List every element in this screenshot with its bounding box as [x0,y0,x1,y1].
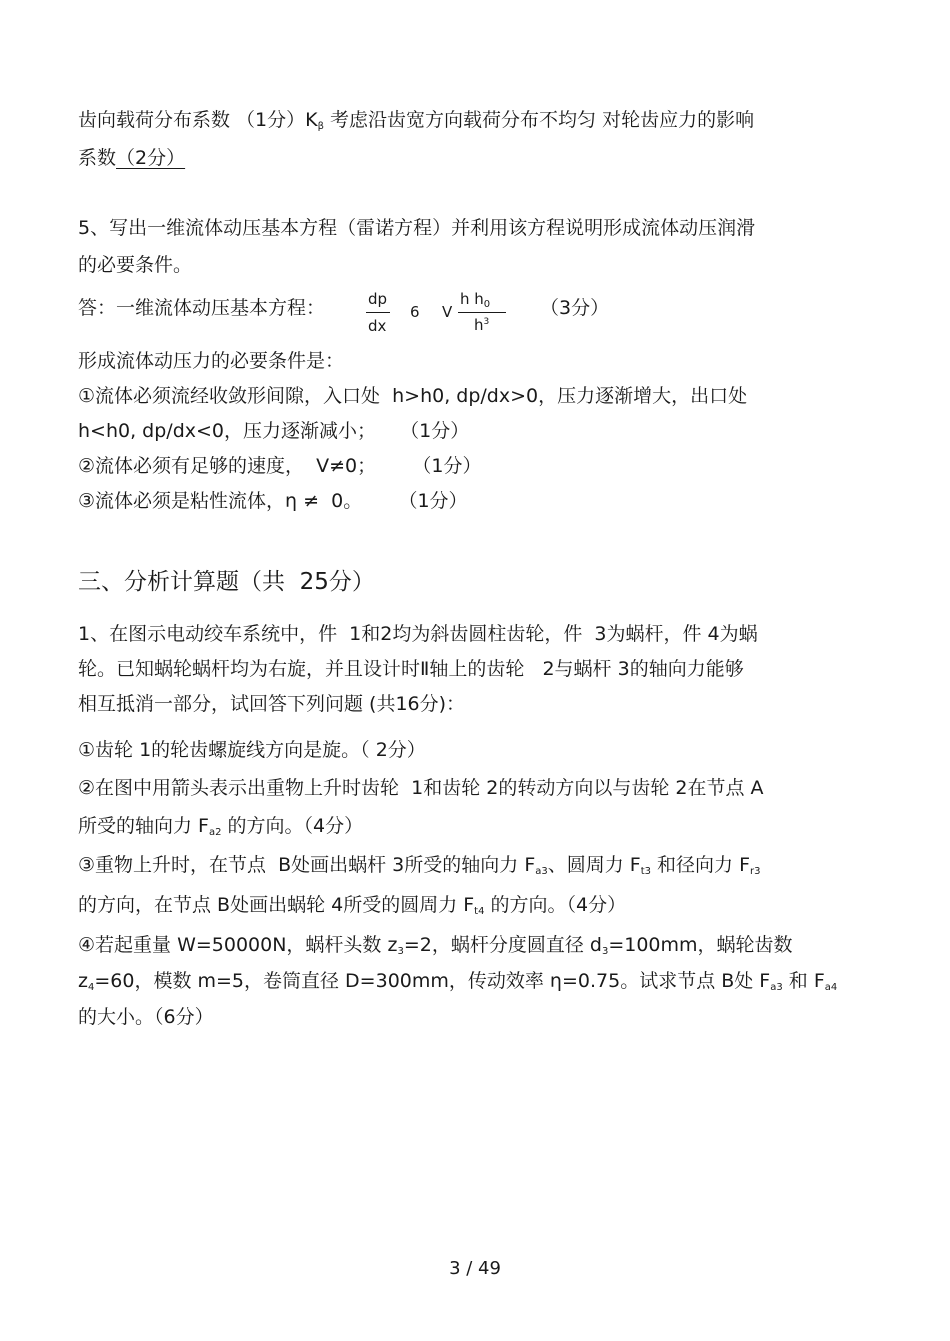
eq-score: （3分） [540,297,610,319]
eq-numerator: dp [368,290,388,308]
subscript: 0 [483,299,491,310]
part-3-line2 [78,893,626,924]
eq-v: V [442,303,453,321]
part-2-line2 [78,814,363,845]
condition-1b: h<h0, dp/dx<0，压力逐渐减小； （1分） [78,420,470,442]
part-1: ①齿轮 1的轮齿螺旋线方向是旋。（ 2分） [78,739,426,761]
superscript: 3 [483,317,490,327]
subscript: 4 [87,982,95,993]
answer-label: 答：一维流体动压基本方程： [78,297,326,319]
part-4-line3: 的大小。（6分） [78,1006,214,1028]
subscript: β [317,121,324,132]
condition-3: ③流体必须是粘性流体，η ≠ 0。 （1分） [78,490,468,512]
text-span: 所受的轴向力 F [78,815,209,837]
text-span: 的方向，在节点 B处画出蜗轮 4所受的圆周力 F [78,894,475,916]
problem-1-line1: 1、在图示电动绞车系统中，件 1和2均为斜齿圆柱齿轮，件 3为蜗杆，件 4为蜗 [78,623,758,645]
condition-1a: ①流体必须流经收敛形间隙，入口处 h>h0, dp/dx>0，压力逐渐增大，出口处 [78,385,748,407]
fraction-bar [366,312,390,313]
question-5-line2: 的必要条件。 [78,254,193,276]
text-span: 和 F [782,970,825,992]
text-span: 考虑沿齿宽方向载荷分布不均匀 对轮齿应力的影响 [323,109,755,131]
text-span: =60，模数 m=5，卷筒直径 D=300mm，传动效率 η=0.75。试求节点 B处 F [94,970,771,992]
text-span: ④若起重量 W=50000N，蜗杆头数 z [78,934,398,956]
problem-1-line2: 轮。已知蜗轮蜗杆均为右旋，并且设计时Ⅱ轴上的齿轮 2与蜗杆 3的轴向力能够 [78,658,744,680]
text-span: 系数 [78,147,117,169]
text-span: 、圆周力 F [547,854,641,876]
conditions-title: 形成流体动压力的必要条件是： [78,350,345,372]
text-span: 齿向载荷分布系数 （1分）K [78,109,318,131]
part-2-line1: ②在图中用箭头表示出重物上升时齿轮 1和齿轮 2的转动方向以与齿轮 2在节点 A [78,777,764,799]
coefficient-line [78,108,754,139]
subscript: a4 [824,982,838,993]
underlined-score: （2分） [116,147,186,169]
subscript: a2 [208,827,222,838]
part-4-line1 [78,933,793,964]
subscript: a3 [770,982,783,993]
fraction-bar [458,312,506,313]
eq-six: 6 [410,303,420,321]
page-number: 3 / 49 [449,1258,501,1279]
text-span: h h [460,290,484,308]
text-span: 的方向。（4分） [484,894,627,916]
text-span: ③重物上升时，在节点 B处画出蜗杆 3所受的轴向力 F [78,854,536,876]
problem-1-line3: 相互抵消一部分，试回答下列问题 (共16分)： [78,693,466,715]
text-span: 的方向。（4分） [221,815,364,837]
eq-right-numerator [460,290,490,310]
text-span: =2，蜗杆分度圆直径 d [403,934,602,956]
coefficient-line-2 [78,146,185,170]
subscript: a3 [535,866,548,877]
eq-denominator: dx [368,317,387,335]
part-4-line2 [78,969,837,1000]
text-span: h [474,316,484,334]
condition-2: ②流体必须有足够的速度， V≠0； （1分） [78,455,482,477]
eq-right-denominator [474,316,489,334]
subscript: 3 [601,946,609,957]
section-title: 三、分析计算题（共 25分） [78,569,375,595]
subscript: t3 [640,866,652,877]
text-span: =100mm，蜗轮齿数 [608,934,793,956]
text-span: 和径向力 F [651,854,751,876]
part-3-line1 [78,853,761,884]
subscript: r3 [750,866,761,877]
question-5-line1: 5、写出一维流体动压基本方程（雷诺方程）并利用该方程说明形成流体动压润滑 [78,217,756,239]
subscript: 3 [397,946,404,957]
subscript: t4 [474,906,485,917]
text-span: z [78,970,88,992]
